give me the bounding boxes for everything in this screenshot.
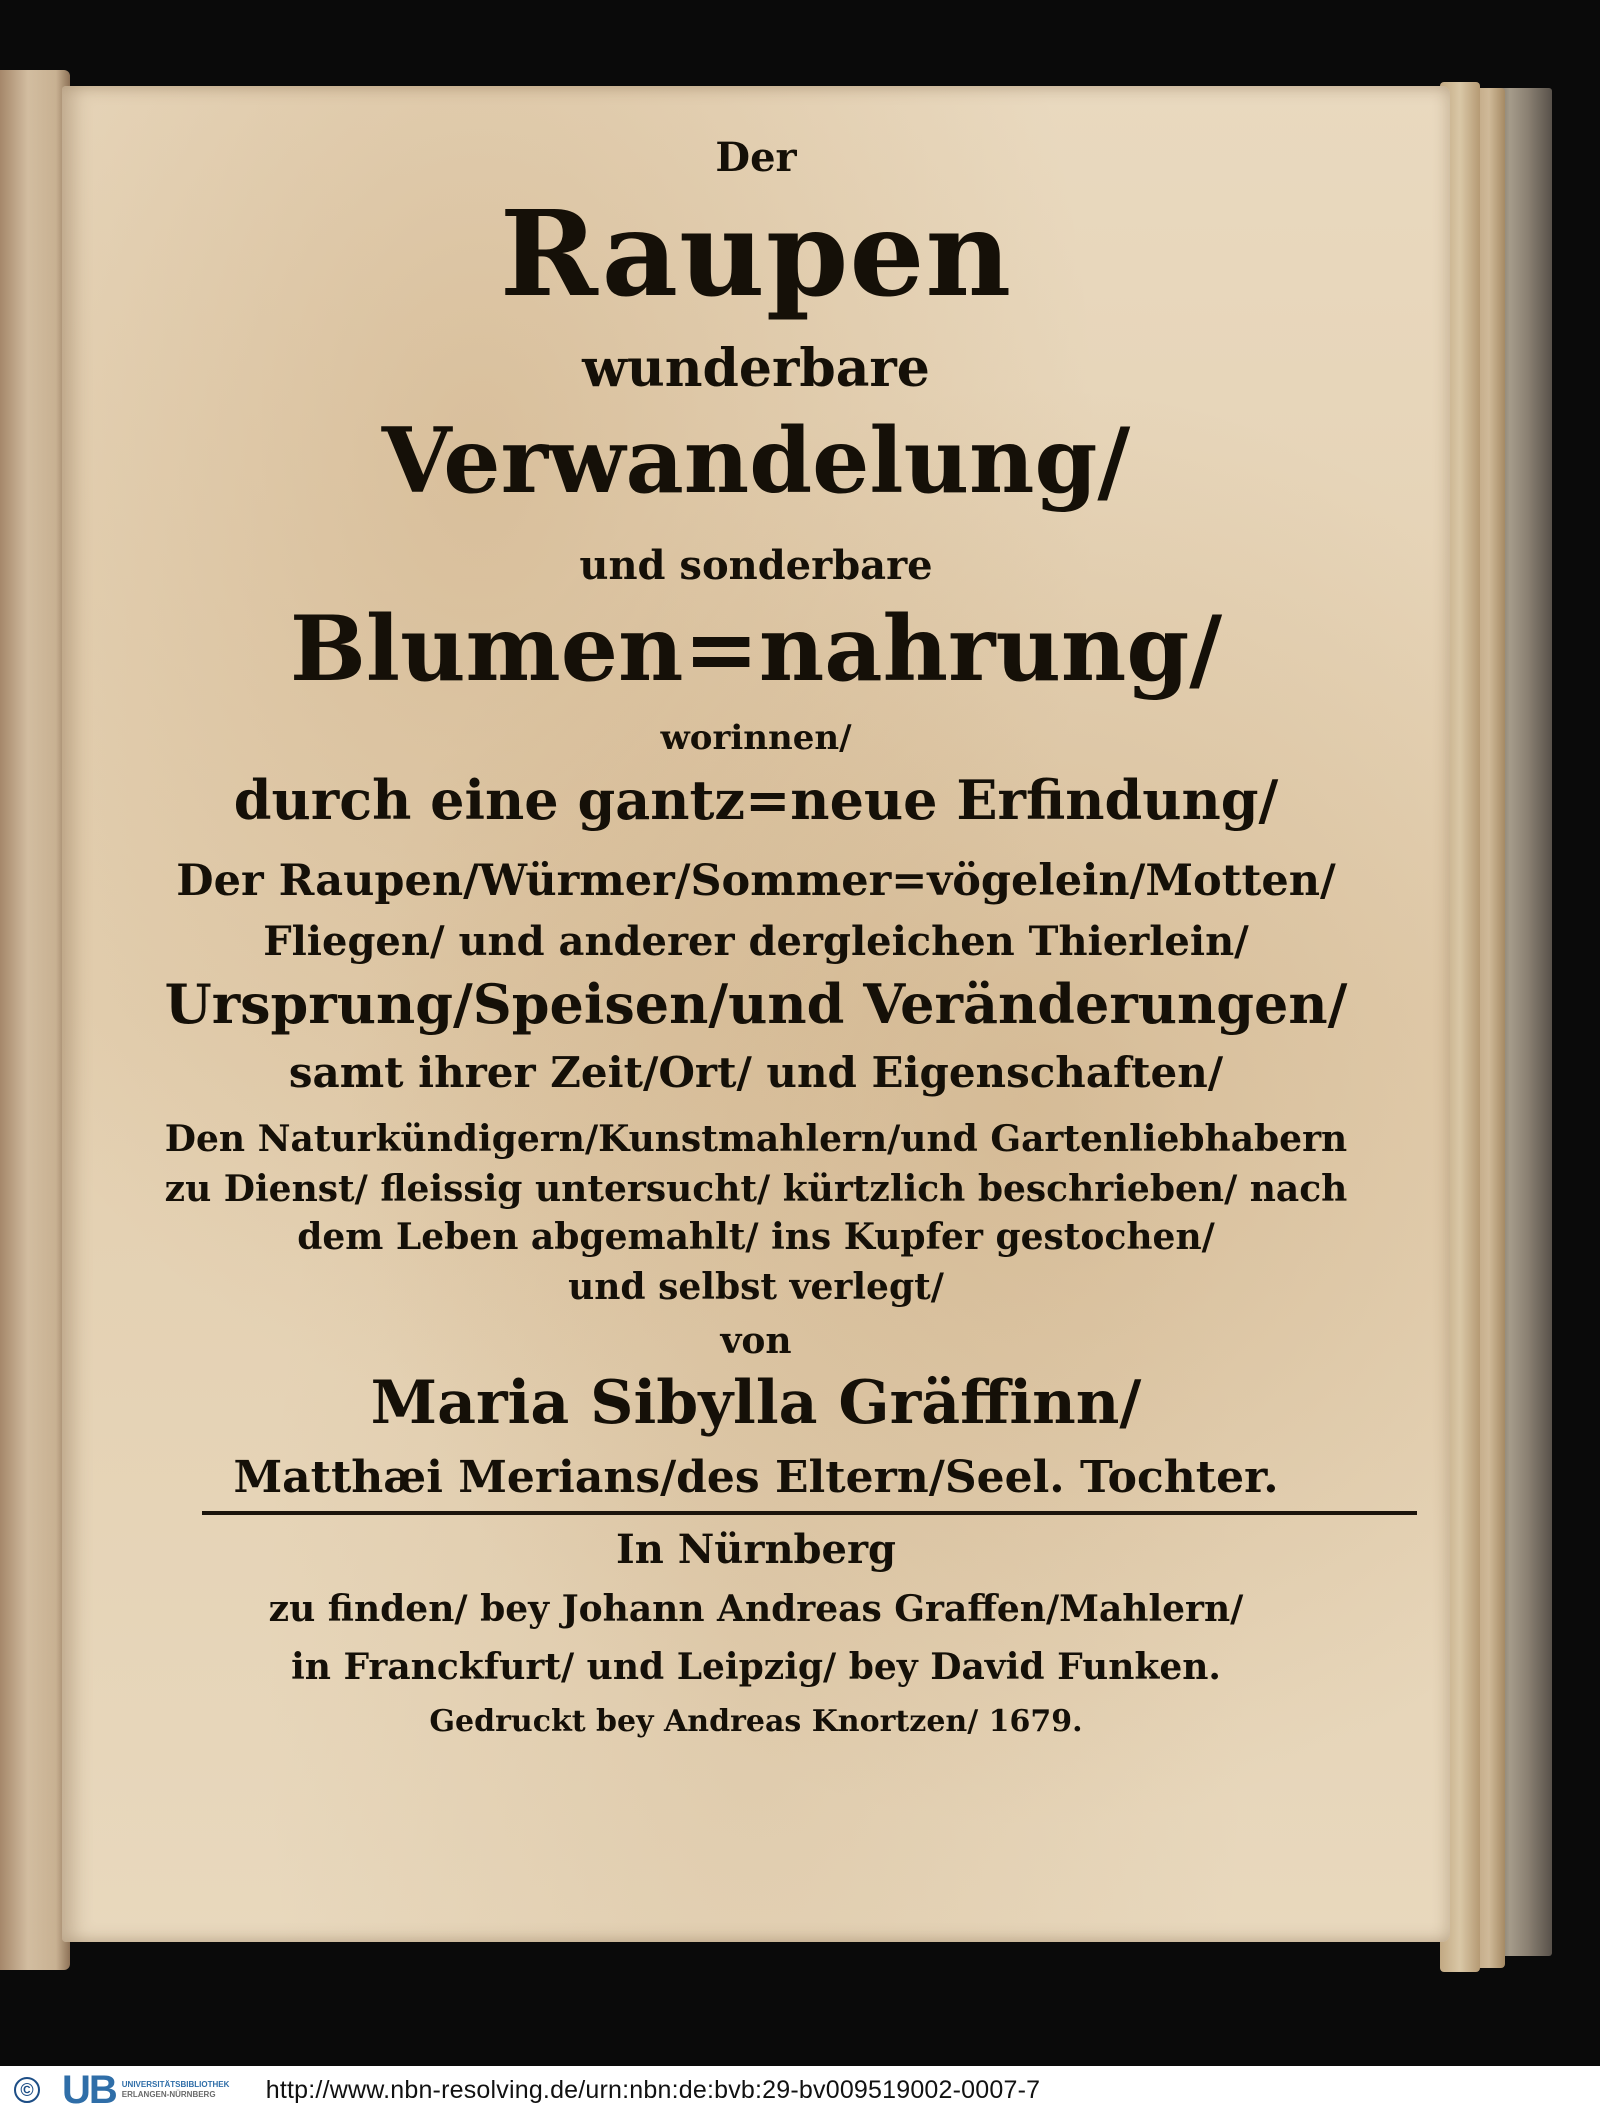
title-line: samt ihrer Zeit/Ort/ und Eigenschaften/ <box>288 1048 1224 1097</box>
imprint-line: in Franckfurt/ und Leipzig/ bey David Funken. <box>291 1646 1221 1688</box>
facing-page-edge <box>0 70 70 1970</box>
title-main: Verwandelung/ <box>381 408 1131 514</box>
author-name: Maria Sibylla Gräffinn/ <box>370 1368 1142 1438</box>
logo-line-1: UNIVERSITÄTSBIBLIOTHEK <box>121 2080 230 2089</box>
title-line: Der Raupen/Würmer/Sommer=vögelein/Motten/ <box>176 856 1336 906</box>
author-lineage: Matthæi Merians/des Eltern/Seel. Tochter. <box>233 1452 1279 1503</box>
title-line: und selbst verlegt/ <box>568 1266 944 1308</box>
title-line: Fliegen/ und anderer dergleichen Thierlein/ <box>263 918 1249 965</box>
title-main: Blumen=nahrung/ <box>289 596 1223 702</box>
printer-line: Gedruckt bey Andreas Knortzen/ 1679. <box>429 1704 1083 1739</box>
title-line: von <box>720 1320 792 1362</box>
imprint-line: zu finden/ bey Johann Andreas Graffen/Mahlern/ <box>268 1588 1244 1630</box>
title-line: Der <box>715 134 797 181</box>
title-line: Ursprung/Speisen/und Veränderungen/ <box>164 972 1348 1036</box>
title-main: Raupen <box>499 184 1013 323</box>
title-line: und sonderbare <box>579 542 933 589</box>
resolver-url-link[interactable]: http://www.nbn-resolving.de/urn:nbn:de:bvb:29-bv009519002-0007-7 <box>265 2075 1041 2104</box>
logo-line-2: ERLANGEN-NÜRNBERG <box>121 2090 216 2099</box>
title-line: worinnen/ <box>660 718 852 758</box>
title-line: wunderbare <box>582 338 930 399</box>
copyright-icon: © <box>14 2077 40 2103</box>
title-line: dem Leben abgemahlt/ ins Kupfer gestochen/ <box>297 1216 1215 1258</box>
title-line: durch eine gantz=neue Erfindung/ <box>233 768 1279 832</box>
divider-rule <box>202 1511 1417 1515</box>
logo-mark: UB <box>62 2068 116 2112</box>
logo-text <box>122 2080 232 2100</box>
title-page <box>62 86 1450 1942</box>
imprint-line: In Nürnberg <box>616 1526 896 1573</box>
library-logo[interactable] <box>62 2070 232 2110</box>
title-line: zu Dienst/ fleissig untersucht/ kürtzlich beschrieben/ nach <box>164 1168 1348 1210</box>
title-line: Den Naturkündigern/Kunstmahlern/und Gartenliebhabern <box>164 1118 1348 1160</box>
footer-bar <box>0 2066 1600 2114</box>
